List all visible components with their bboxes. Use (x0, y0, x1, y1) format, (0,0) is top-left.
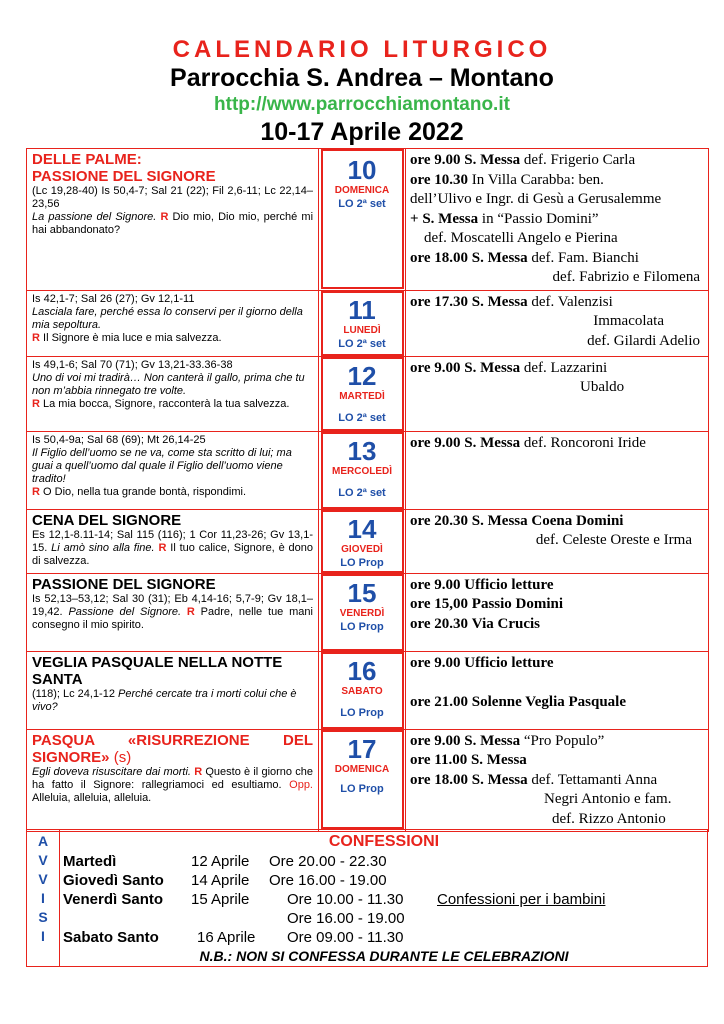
day-number: 15 (347, 577, 377, 608)
antiphon-block (32, 211, 313, 237)
response: Questo è il giorno che ha fatto il Signore: rallegriamoci ed esultiamo. (32, 765, 313, 791)
date-box (321, 149, 404, 289)
liturgy-cell (27, 651, 319, 729)
antiphon: Lasciala fare, perché essa lo conservi per il giorno della mia sepoltura. (32, 305, 303, 331)
confession-date: 14 Aprile (191, 872, 250, 889)
mass-label: Ufficio letture (464, 654, 554, 671)
mass-time: ore 18.00 (410, 771, 469, 788)
liturgy-office: LO Prop (340, 556, 384, 569)
readings-block (32, 688, 313, 714)
avvisi-vertical-label (27, 830, 60, 966)
liturgy-cell (27, 290, 319, 356)
week-dates: 10-17 Aprile 2022 (260, 118, 464, 146)
confession-time: Ore 10.00 - 11.30 (287, 891, 404, 908)
weekday-name: VENERDÌ (339, 607, 385, 619)
mass-time: ore 10.30 (410, 171, 469, 188)
response-marker: R (160, 211, 169, 223)
readings-block (32, 529, 313, 568)
mass-line (410, 293, 704, 313)
opp-marker: Opp. (289, 778, 313, 791)
mass-cell (406, 509, 709, 573)
mass-text: “Pro Populo” (523, 732, 605, 749)
readings: (Lc 19,28-40) Is 50,4-7; Sal 21 (22); Fil 2,6-11; Lc 22,14–23,56 (32, 185, 313, 210)
confession-day: Sabato Santo (63, 929, 159, 946)
avvisi-letter: I (41, 928, 45, 944)
mass-label: Solenne Veglia Pasquale (471, 693, 626, 710)
mass-text: Negri Antonio e fam. (544, 791, 672, 807)
mass-line (410, 615, 704, 635)
mass-line (410, 190, 704, 210)
mass-cell (406, 356, 709, 431)
mass-line (410, 249, 704, 269)
mass-label: S. Messa (464, 434, 521, 451)
liturgy-office: LO 2ª set (338, 337, 386, 350)
response: Padre, nelle tue mani consegno il mio spirito. (32, 605, 313, 631)
mass-line (410, 790, 704, 810)
avvisi-box (26, 829, 708, 967)
mass-text: def. Gilardi Adelio (587, 332, 700, 349)
date-cell (319, 149, 406, 291)
weekday-name: GIOVEDÌ (341, 543, 383, 555)
confession-time: Ore 16.00 - 19.00 (287, 910, 405, 927)
calendar-table (26, 148, 709, 832)
mass-text: In Villa Carabba: ben. (471, 171, 604, 188)
avvisi-letter: V (38, 871, 48, 887)
date-box (321, 730, 404, 829)
response-marker: R (158, 541, 167, 554)
mass-time: ore 20.30 (410, 615, 469, 632)
response-marker: R (186, 605, 195, 618)
date-cell (319, 290, 406, 356)
mass-text: def. Celeste Oreste e Irma (535, 532, 692, 548)
date-cell (319, 729, 406, 832)
day-number: 12 (347, 360, 377, 391)
avvisi-letter: A (37, 833, 49, 849)
confession-time: Ore 09.00 - 11.30 (287, 929, 404, 946)
response: La mia bocca, Signore, racconterà la tua salvezza. (43, 397, 290, 410)
parish-url-link[interactable]: http://www.parrocchiamontano.it (214, 94, 510, 115)
feast-rank: (s) (113, 748, 132, 766)
mass-cell (406, 290, 709, 356)
date-cell (319, 509, 406, 573)
weekday-name: DOMENICA (334, 763, 390, 775)
mass-label: S. Messa (471, 293, 528, 310)
avvisi-letter: V (38, 852, 48, 868)
antiphon-block (32, 766, 313, 805)
mass-label: S. Messa (422, 210, 479, 227)
response: Dio mio, Dio mio, perché mi hai abbandonato? (32, 211, 314, 236)
mass-label: Passio Domini (471, 596, 564, 612)
feast-title: DELLE PALME: (32, 151, 142, 168)
mass-text: def. Fam. Bianchi (531, 249, 639, 266)
liturgy-office: LO Prop (340, 706, 384, 719)
mass-line (410, 359, 704, 379)
readings: Is 42,1-7; Sal 26 (27); Gv 12,1-11 (32, 292, 195, 305)
readings: Is 49,1-6; Sal 70 (71); Gv 13,21-33.36-38 (32, 358, 233, 371)
liturgy-cell (27, 729, 319, 832)
confession-time: Ore 16.00 - 19.00 (269, 872, 387, 889)
confessions-title: CONFESSIONI (328, 833, 440, 850)
weekday-name: MERCOLEDÌ (332, 465, 392, 477)
mass-time: ore 15,00 (410, 596, 469, 612)
confession-day: Giovedì Santo (63, 872, 164, 889)
mass-time: ore 11.00 (410, 752, 468, 768)
day-number: 17 (347, 733, 377, 764)
liturgy-office: LO Prop (340, 782, 384, 795)
mass-text: Immacolata (593, 313, 664, 329)
avvisi-letter: I (41, 890, 45, 906)
day-number: 14 (347, 513, 377, 544)
mass-time: ore 9.00 (410, 576, 461, 593)
mass-text: in “Passio Domini” (481, 210, 599, 227)
mass-time: ore 9.00 (410, 359, 461, 376)
mass-label: S. Messa (471, 249, 528, 266)
confession-date: 15 Aprile (191, 891, 250, 908)
day-row (27, 729, 709, 832)
date-box (321, 432, 404, 509)
mass-time: ore 21.00 (410, 693, 469, 710)
day-row (27, 290, 709, 356)
mass-line (410, 434, 704, 454)
liturgy-cell (27, 509, 319, 573)
confession-day: Venerdì Santo (63, 891, 164, 908)
mass-line (410, 512, 704, 532)
mass-cell (406, 729, 709, 832)
mass-time: ore 17.30 (410, 293, 469, 310)
mass-label: Ufficio letture (464, 576, 554, 593)
weekday-name: DOMENICA (334, 185, 390, 196)
mass-line (410, 312, 704, 332)
response-block (32, 486, 313, 499)
antiphon: Uno di voi mi tradirà… Non canterà il gallo, prima che tu non m’abbia rinnegato tre volte. (32, 371, 305, 397)
liturgy-office: LO 2ª set (338, 411, 386, 424)
confession-note: Confessioni per i bambini (437, 891, 606, 908)
antiphon: Passione del Signore. (68, 605, 182, 618)
date-box (321, 574, 404, 651)
mass-line (410, 595, 704, 615)
mass-cell (406, 431, 709, 509)
liturgy-cell (27, 356, 319, 431)
response-marker: R (32, 331, 40, 344)
mass-line (410, 771, 704, 791)
date-cell (319, 431, 406, 509)
mass-time: + (410, 210, 419, 227)
mass-line (410, 332, 704, 352)
liturgy-office: LO Prop (340, 620, 384, 633)
mass-text: def. Valenzisi (531, 293, 613, 310)
weekday-name: LUNEDÌ (343, 324, 381, 336)
mass-line-empty (410, 673, 704, 693)
response-marker: R (32, 485, 40, 498)
liturgy-cell (27, 149, 319, 291)
mass-line (410, 151, 704, 171)
day-number: 13 (347, 435, 377, 466)
mass-time: ore 18.00 (410, 249, 469, 266)
feast-title: CENA DEL SIGNORE (32, 511, 182, 529)
mass-line (410, 171, 704, 191)
mass-text: def. Moscatelli Angelo e Pierina (424, 230, 618, 246)
mass-text: def. Fabrizio e Filomena (552, 269, 700, 285)
readings: (118); Lc 24,1-12 (32, 687, 115, 700)
mass-time: ore 9.00 (410, 732, 461, 749)
avvisi-letter: S (38, 909, 48, 925)
response-marker: R (194, 765, 203, 778)
day-row (27, 509, 709, 573)
antiphon: Egli doveva risuscitare dai morti. (32, 765, 191, 778)
mass-text: def. Frigerio Carla (523, 152, 636, 168)
mass-text: def. Tettamanti Anna (531, 771, 658, 788)
response: Il tuo calice, Signore, è dono di salvezza. (32, 541, 314, 567)
antiphon: La passione del Signore. (32, 211, 157, 223)
day-row (27, 431, 709, 509)
mass-line (410, 751, 704, 771)
mass-time: ore 9.00 (410, 654, 461, 671)
day-row (27, 651, 709, 729)
mass-label: S. Messa (471, 771, 528, 788)
response-block (32, 332, 313, 345)
confession-notice: N.B.: NON SI CONFESSA DURANTE LE CELEBRAZIONI (199, 948, 569, 964)
day-number: 10 (347, 155, 377, 185)
mass-cell (406, 149, 709, 291)
mass-text: def. Roncoroni Iride (523, 434, 646, 451)
mass-text: def. Lazzarini (523, 359, 608, 376)
date-box (321, 652, 404, 729)
mass-label: S. Messa (470, 752, 527, 768)
feast-title: VEGLIA PASQUALE NELLA NOTTE SANTA (32, 653, 283, 688)
day-row (27, 149, 709, 291)
mass-time: ore 9.00 (410, 434, 461, 451)
calendar-title: CALENDARIO LITURGICO (172, 36, 552, 63)
mass-line (410, 810, 704, 830)
feast-title: PASSIONE DEL SIGNORE (32, 575, 216, 593)
day-number: 11 (348, 294, 376, 325)
liturgy-cell (27, 573, 319, 651)
response-block (32, 398, 313, 411)
day-row (27, 356, 709, 431)
readings-block (32, 593, 313, 632)
date-box (321, 510, 404, 573)
day-row (27, 573, 709, 651)
opp-text: Alleluia, alleluia, alleluia. (32, 791, 152, 804)
confession-time: Ore 20.00 - 22.30 (269, 853, 387, 870)
mass-time: ore 9.00 (410, 152, 461, 168)
mass-label: S. Messa Coena Domini (471, 512, 624, 529)
mass-time: ore 20.30 (410, 512, 469, 529)
date-cell (319, 651, 406, 729)
feast-title: PASSIONE DEL SIGNORE (32, 168, 216, 185)
date-cell (319, 573, 406, 651)
response: O Dio, nella tua grande bontà, rispondimi. (43, 485, 247, 498)
mass-label: S. Messa (464, 152, 521, 168)
mass-text: dell’Ulivo e Ingr. di Gesù a Gerusalemme (410, 191, 662, 207)
day-number: 16 (347, 655, 377, 686)
readings: Is 52,13–53,12; Sal 30 (31); Eb 4,14-16; 5,7-9; Gv 18,1–19,42. (32, 592, 313, 618)
liturgy-cell (27, 431, 319, 509)
mass-line (410, 268, 704, 288)
liturgy-office: LO 2ª set (338, 198, 386, 210)
mass-label: S. Messa (464, 359, 521, 376)
mass-cell (406, 651, 709, 729)
date-box (321, 291, 404, 356)
mass-line (410, 693, 704, 713)
readings: Is 50,4-9a; Sal 68 (69); Mt 26,14-25 (32, 433, 206, 446)
readings: Es 12,1-8.11-14; Sal 115 (116); 1 Cor 11,23-26; Gv 13,1-15. (32, 528, 313, 554)
mass-label: Via Crucis (471, 615, 540, 632)
antiphon: Il Figlio dell’uomo se ne va, come sta scritto di lui; ma guai a quell’uomo dal quale il Figlio dell’uomo viene tradito! (32, 446, 292, 485)
mass-line (410, 229, 704, 249)
mass-line (410, 732, 704, 752)
date-box (321, 357, 404, 431)
confession-date: 16 Aprile (197, 929, 256, 946)
mass-cell (406, 573, 709, 651)
mass-line (410, 210, 704, 230)
feast-title-text: PASQUA «RISURREZIONE DEL SIGNORE» (32, 731, 313, 766)
weekday-name: MARTEDÌ (339, 390, 385, 402)
confessions-panel (61, 830, 707, 966)
response: Il Signore è mia luce e mia salvezza. (43, 331, 222, 344)
confession-date: 12 Aprile (191, 853, 250, 870)
feast-title (32, 732, 313, 766)
mass-line (410, 531, 704, 551)
mass-text: Ubaldo (580, 379, 625, 395)
antiphon: Li amò sino alla fine. (51, 541, 155, 554)
confession-day: Martedì (63, 853, 117, 870)
antiphon: Perché cercate tra i morti colui che è vivo? (32, 687, 297, 713)
mass-line (410, 378, 704, 398)
weekday-name: SABATO (341, 685, 383, 697)
mass-line (410, 576, 704, 596)
liturgy-office: LO 2ª set (338, 486, 386, 499)
mass-line (410, 654, 704, 674)
response-marker: R (32, 397, 40, 410)
mass-text: def. Rizzo Antonio (552, 810, 666, 827)
parish-name: Parrocchia S. Andrea – Montano (170, 64, 554, 92)
mass-label: S. Messa (464, 732, 521, 749)
date-cell (319, 356, 406, 431)
